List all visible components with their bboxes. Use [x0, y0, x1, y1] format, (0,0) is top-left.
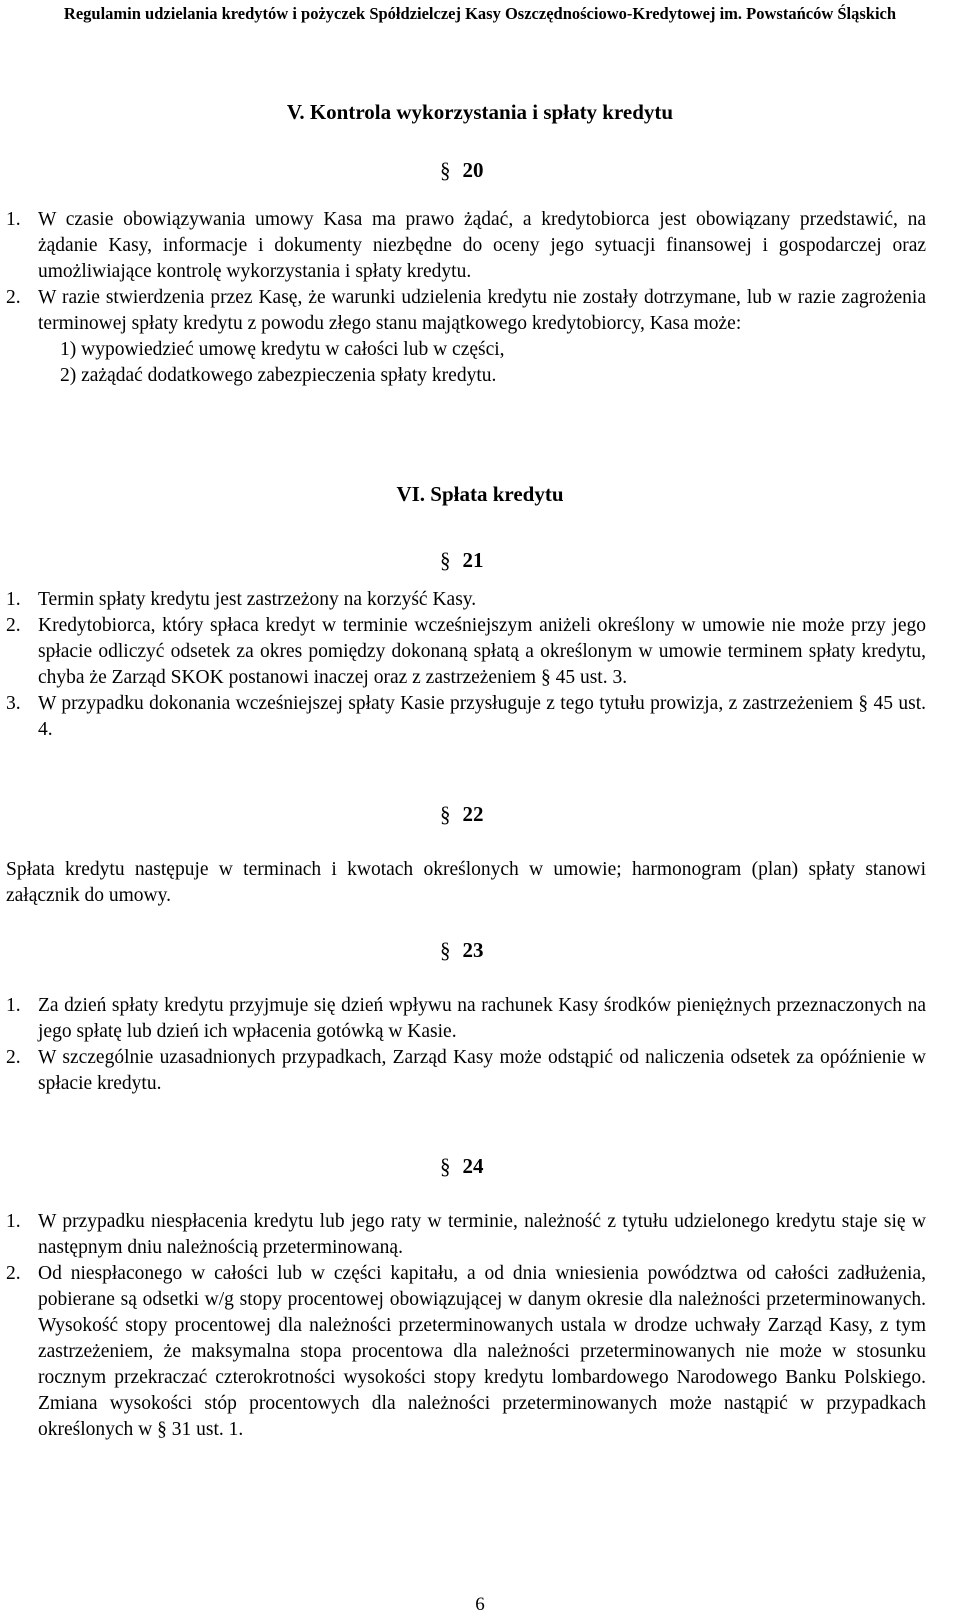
list-item — [6, 691, 926, 743]
item-text: Kredytobiorca, który spłaca kredyt w terminie wcześniejszym aniżeli określony w umowie nie może przy jego spłacie odliczyć odsetek za okres pomiędzy dokonaną spłatą a określonym w umowie terminem spłaty kredytu, chyba że Zarząd SKOK postanowi inaczej oraz z zastrzeżeniem § 45 ust. 3. — [38, 615, 926, 688]
paragraph-21-body — [6, 587, 926, 743]
list-item — [6, 613, 926, 691]
item-number: 2. — [6, 615, 21, 636]
item-number: 1. — [6, 995, 21, 1016]
paragraph-23-body — [6, 993, 926, 1097]
sub-item: 2) zażądać dodatkowego zabezpieczenia spłaty kredytu. — [60, 365, 497, 386]
paragraph-22-body: Spłata kredytu następuje w terminach i kwotach określonych w umowie; harmonogram (plan) spłaty stanowi załącznik do umowy. — [6, 859, 926, 906]
section-vi-title: VI. Spłata kredytu — [396, 482, 564, 506]
section-v-title: V. Kontrola wykorzystania i spłaty kredytu — [286, 100, 674, 124]
item-text: W szczególnie uzasadnionych przypadkach, Zarząd Kasy może odstąpić od naliczenia odsetek za opóźnienie w spłacie kredytu. — [38, 1047, 926, 1094]
paragraph-20-body — [6, 207, 926, 389]
item-number: 1. — [6, 209, 21, 230]
item-text: W przypadku niespłacenia kredytu lub jego raty w terminie, należność z tytułu udzielonego kredytu staje się w następnym dniu należnością przeterminowaną. — [38, 1211, 926, 1258]
paragraph-20-number: 20 — [462, 158, 484, 182]
paragraph-23-number: 23 — [462, 938, 484, 962]
item-text: W razie stwierdzenia przez Kasę, że warunki udzielenia kredytu nie zostały dotrzymane, lub w razie zagrożenia terminowej spłaty kredytu z powodu złego stanu majątkowego kredytobiorcy, Kasa może: — [38, 287, 926, 334]
item-text: W czasie obowiązywania umowy Kasa ma prawo żądać, a kredytobiorca jest obowiązany przedstawić, na żądanie Kasy, informacje i dokumenty niezbędne do oceny jego sytuacji finansowej i gospodarczej oraz umożliwiające kontrolę wykorzystania i spłaty kredytu. — [38, 209, 926, 282]
paragraph-21-number: 21 — [462, 548, 484, 572]
list-item — [6, 1045, 926, 1097]
list-item — [6, 587, 926, 613]
item-number: 2. — [6, 1047, 21, 1068]
section-sign: § — [440, 1153, 451, 1179]
paragraph-24-body — [6, 1209, 926, 1443]
list-item — [6, 285, 926, 389]
item-number: 3. — [6, 693, 21, 714]
paragraph-23-heading — [440, 938, 484, 963]
item-number: 1. — [6, 589, 21, 610]
document-header: Regulamin udzielania kredytów i pożyczek Spółdzielczej Kasy Oszczędnościowo-Kredytowej im. Powstańców Śląskich — [63, 4, 897, 23]
sub-item: 1) wypowiedzieć umowę kredytu w całości lub w części, — [60, 339, 505, 360]
list-item — [6, 1209, 926, 1261]
item-number: 2. — [6, 287, 21, 308]
item-text: Termin spłaty kredytu jest zastrzeżony na korzyść Kasy. — [38, 589, 477, 610]
section-sign: § — [440, 157, 451, 183]
list-item — [6, 207, 926, 285]
item-text: W przypadku dokonania wcześniejszej spłaty Kasie przysługuje z tego tytułu prowizja, z zastrzeżeniem § 45 ust. 4. — [38, 693, 926, 740]
page-number: 6 — [475, 1594, 485, 1615]
item-text: Za dzień spłaty kredytu przyjmuje się dzień wpływu na rachunek Kasy środków pieniężnych przeznaczonych na jego spłatę lub dzień ich wpłacenia gotówką w Kasie. — [38, 995, 926, 1042]
paragraph-22-number: 22 — [462, 802, 484, 826]
section-sign: § — [440, 937, 451, 963]
section-sign: § — [440, 801, 451, 827]
paragraph-22-heading — [440, 802, 484, 827]
paragraph-20-heading — [440, 158, 484, 183]
list-item — [6, 993, 926, 1045]
paragraph-24-heading — [440, 1154, 484, 1179]
item-number: 2. — [6, 1263, 21, 1284]
section-sign: § — [440, 547, 451, 573]
item-text: Od niespłaconego w całości lub w części kapitału, a od dnia wniesienia powództwa od całości zadłużenia, pobierane są odsetki w/g stopy procentowej obowiązującej w danym okresie dla należności przeterminowanych. Wysokość stopy procentowej dla należności przeterminowanych ustala w drodze uchwały Zarząd Kasy, z tym zastrzeżeniem, że maksymalna stopa procentowa dla należności przeterminowanych nie może w stosunku rocznym przekraczać czterokrotności wysokości stopy kredytu lombardowego Narodowego Banku Polskiego. Zmiana wysokości stóp procentowych dla należności przeterminowanych może nastąpić w przypadkach określonych w § 31 ust. 1. — [38, 1263, 926, 1440]
paragraph-21-heading — [440, 548, 484, 573]
item-number: 1. — [6, 1211, 21, 1232]
list-item — [6, 1261, 926, 1443]
paragraph-24-number: 24 — [462, 1154, 484, 1178]
